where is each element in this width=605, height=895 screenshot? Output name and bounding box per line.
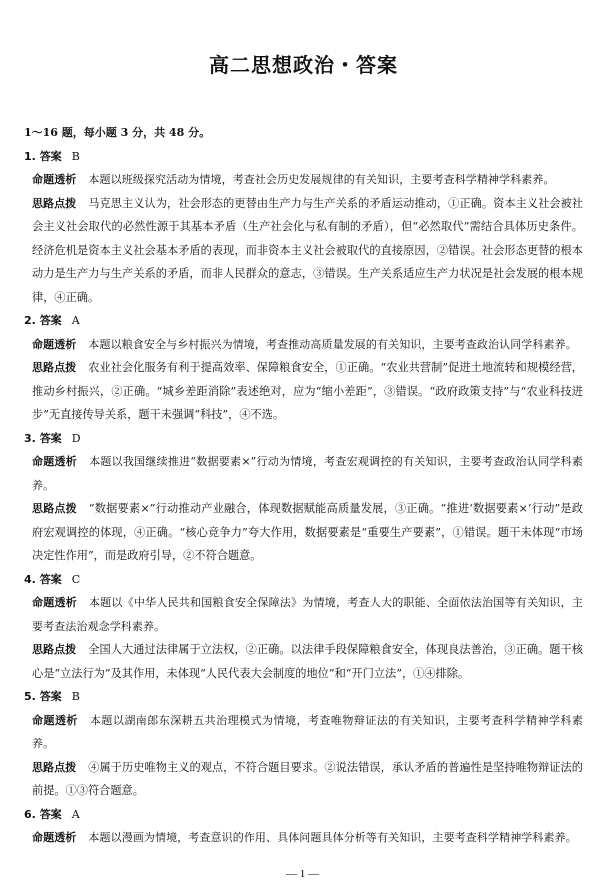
analysis-paragraph — [24, 826, 583, 850]
answer-label: 答案 — [39, 431, 62, 445]
question-number: 5. — [24, 690, 36, 703]
question-block — [24, 145, 583, 310]
analysis-text: 本题以班级探究活动为情境，考查社会历史发展规律的有关知识，主要考查科学精神学科素养。 — [88, 173, 555, 186]
answer-value: C — [71, 572, 81, 586]
analysis-text: 本题以《中华人民共和国粮食安全保障法》为情境，考查人大的职能、全面依法治国等有关知识，主要考查法治观念学科素养。 — [32, 596, 583, 633]
question-header — [24, 427, 583, 451]
answer-value: B — [71, 149, 80, 163]
question-block — [24, 568, 583, 686]
question-number: 2. — [24, 314, 36, 327]
hint-paragraph — [24, 497, 583, 568]
answer-label: 答案 — [39, 314, 62, 327]
hint-label: 思路点拨 — [32, 760, 77, 774]
question-block — [24, 685, 583, 803]
analysis-paragraph — [24, 591, 583, 638]
answer-value: A — [71, 807, 80, 821]
hint-paragraph — [24, 756, 583, 803]
hint-text: 农业社会化服务有利于提高效率、保障粮食安全，①正确。“农业共营制”促进土地流转和规模经营，推动乡村振兴，②正确。“城乡差距消除”表述绝对，应为“缩小差距”，③错误。“政府政策支持”与“农业科技进步”无直接传导关系，题干未强调“科技”，④不选。 — [32, 361, 583, 421]
analysis-label: 命题透析 — [32, 596, 77, 609]
analysis-label: 命题透析 — [32, 713, 78, 727]
answer-label: 答案 — [39, 807, 62, 821]
hint-label: 思路点拨 — [32, 361, 77, 374]
analysis-text: 本题以漫画为情境，考查意识的作用、具体问题具体分析等有关知识，主要考查科学精神学科素养。 — [88, 831, 577, 844]
analysis-text: 本题以我国继续推进“数据要素×”行动为情境，考查宏观调控的有关知识，主要考查政治认同学科素养。 — [32, 455, 583, 492]
analysis-paragraph — [24, 168, 583, 192]
hint-paragraph — [24, 356, 583, 427]
hint-label: 思路点拨 — [32, 502, 77, 515]
analysis-label: 命题透析 — [32, 831, 77, 844]
question-header — [24, 685, 583, 709]
question-number: 3. — [24, 431, 36, 445]
analysis-paragraph — [24, 709, 583, 756]
hint-label: 思路点拨 — [32, 196, 77, 210]
analysis-paragraph — [24, 450, 583, 497]
question-block — [24, 803, 583, 850]
hint-paragraph — [24, 638, 583, 685]
page-title: 高二思想政治・答案 — [209, 53, 398, 77]
question-header — [24, 568, 583, 592]
answer-label: 答案 — [39, 149, 62, 163]
question-header — [24, 309, 583, 333]
hint-text: 马克思主义认为，社会形态的更替由生产力与生产关系的矛盾运动推动，①正确。资本主义社会被社会主义社会取代的必然性源于其基本矛盾（生产社会化与私有制的矛盾），但“必然取代”需结合具体历史条件。经济危机是资本主义社会基本矛盾的表现，而非资本主义社会被取代的直接原因，②错误。社会形态更替的根本动力是生产力与生产关系的矛盾，而非人民群众的意志，③错误。生产关系适应生产力状况是社会发展的根本规律，④正确。 — [32, 196, 583, 304]
answer-label: 答案 — [39, 690, 62, 703]
answer-value: A — [71, 314, 80, 327]
answer-label: 答案 — [39, 572, 62, 586]
hint-label: 思路点拨 — [32, 643, 77, 656]
question-block — [24, 427, 583, 568]
question-number: 6. — [24, 807, 36, 821]
question-number: 1. — [24, 149, 36, 163]
analysis-label: 命题透析 — [32, 173, 77, 186]
hint-text: “数据要素×”行动推动产业融合，体现数据赋能高质量发展，③正确。“推进‘数据要素×’行动”是政府宏观调控的体现，④正确。“核心竞争力”夸大作用，数据要素是“重要生产要素”，①错误。题干未体现“市场决定性作用”，而是政府引导，②不符合题意。 — [32, 502, 583, 562]
page-number: — 1 — — [286, 868, 319, 880]
hint-text: ④属于历史唯物主义的观点，不符合题目要求。②说法错误，承认矛盾的普遍性是坚持唯物辩证法的前提。①③符合题意。 — [32, 760, 583, 797]
hint-paragraph — [24, 192, 583, 310]
analysis-text: 本题以湖南郎东深耕五共治理模式为情境，考查唯物辩证法的有关知识，主要考查科学精神学科素养。 — [32, 713, 583, 750]
question-number: 4. — [24, 572, 36, 586]
analysis-label: 命题透析 — [32, 337, 77, 351]
hint-text: 全国人大通过法律属于立法权，②正确。以法律手段保障粮食安全，体现良法善治，③正确。题干核心是“立法行为”及其作用，未体现“人民代表大会制度的地位”和“开门立法”，①④排除。 — [32, 643, 583, 680]
answer-value: D — [71, 431, 81, 445]
analysis-label: 命题透析 — [32, 455, 78, 468]
question-block — [24, 309, 583, 427]
analysis-paragraph — [24, 333, 583, 357]
question-header — [24, 145, 583, 169]
answer-value: B — [71, 690, 80, 703]
analysis-text: 本题以粮食安全与乡村振兴为情境，考查推动高质量发展的有关知识，主要考查政治认同学科素养。 — [88, 337, 577, 351]
question-header — [24, 803, 583, 827]
section-intro: 1～16 题，每小题 3 分，共 48 分。 — [24, 126, 211, 139]
